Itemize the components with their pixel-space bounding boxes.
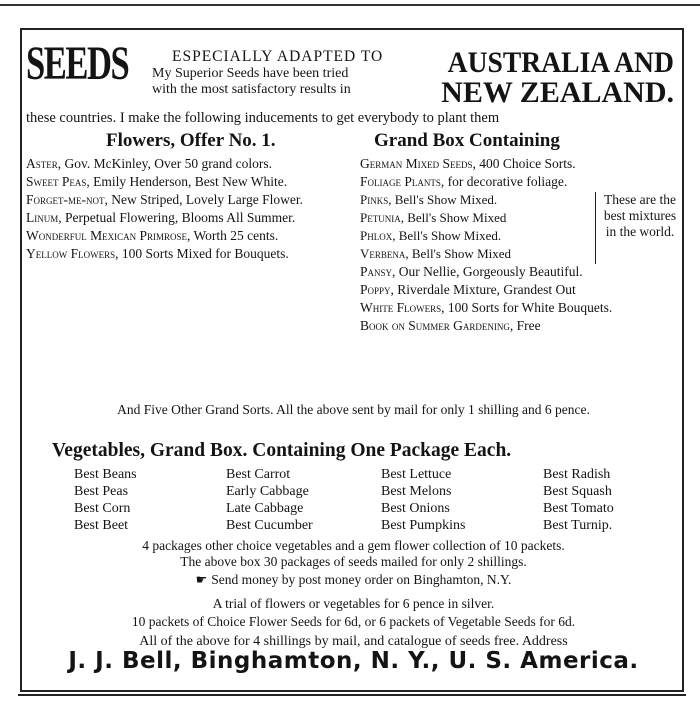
vegetable-item: Best Onions: [381, 501, 450, 516]
grand-box-item: [360, 174, 682, 190]
vegetable-list: [74, 466, 684, 534]
bell-mix-item-desc: Bell's Show Mixed.: [391, 192, 498, 207]
grand-box-item: [360, 318, 682, 334]
grand-box-item-desc: Our Nellie, Gorgeously Beautiful.: [395, 264, 583, 279]
grand-box-item-desc: for decorative foliage.: [444, 174, 568, 189]
trial-line: A trial of flowers or vegetables for 6 pence in silver.: [212, 596, 495, 611]
grand-box-item-desc: 100 Sorts for White Bouquets.: [444, 300, 613, 315]
bottom-rule: [18, 694, 686, 696]
vegetable-item: Best Cucumber: [226, 518, 313, 533]
grand-box-item-name: Pansy,: [360, 264, 396, 279]
bell-mix-item-name: Phlox,: [360, 228, 396, 243]
bell-mix-item-desc: Bell's Show Mixed: [403, 210, 507, 225]
inducement-line: these countries. I make the following inducements to get everybody to plant them: [26, 110, 500, 126]
grand-box-item: [360, 300, 682, 316]
flower-offer-list: [26, 156, 356, 264]
vegetable-item: Best Turnip.: [543, 518, 613, 533]
all-above-line: All of the above for 4 shillings by mail, and catalogue of seeds free. Address: [139, 634, 568, 649]
ad-header: [22, 30, 682, 109]
packets-line: 10 packets of Choice Flower Seeds for 6d, or 6 packets of Vegetable Seeds for 6d.: [131, 614, 576, 629]
flower-item: [26, 246, 356, 262]
money-order-line: [26, 572, 681, 588]
grand-box-item: [360, 282, 682, 298]
vegetable-item: Best Radish: [543, 467, 611, 482]
vegetable-item: Best Beet: [74, 518, 129, 533]
money-order-text: Send money by post money order on Binghamton, N.Y.: [211, 572, 512, 587]
bell-mix-item-desc: Bell's Show Mixed.: [395, 228, 502, 243]
new-zealand-heading: NEW ZEALAND.: [441, 76, 674, 109]
bell-mix-item: [360, 228, 595, 244]
vegetable-item: Best Corn: [74, 501, 131, 516]
grand-box-item-name: German Mixed Seeds,: [360, 156, 476, 171]
grand-box-item-name: Poppy,: [360, 282, 394, 297]
flower-item-desc: New Striped, Lovely Large Flower.: [107, 192, 303, 207]
bell-mix-item: [360, 246, 595, 262]
flower-item-name: Forget-me-not,: [26, 192, 108, 207]
flower-item-name: Linum,: [26, 210, 62, 225]
superior-seeds-line: My Superior Seeds have been tried: [152, 66, 349, 81]
vegetable-item: Best Pumpkins: [381, 518, 466, 533]
flower-item-desc: 100 Sorts Mixed for Bouquets.: [118, 246, 289, 261]
grand-box-item: [360, 264, 682, 280]
vegetables-heading: Vegetables, Grand Box. Containing One Package Each.: [52, 440, 512, 461]
especially-adapted: ESPECIALLY ADAPTED TO: [172, 48, 384, 65]
flower-item: [26, 192, 356, 208]
flowers-heading: Flowers, Offer No. 1.: [106, 130, 276, 151]
bell-mix-item-name: Pinks,: [360, 192, 392, 207]
vegetable-item: Late Cabbage: [226, 501, 304, 516]
bell-mix-item: [360, 192, 595, 208]
bell-mix-item: [360, 210, 595, 226]
bells-mixtures: [360, 192, 682, 264]
vegetable-item: Best Melons: [381, 484, 452, 499]
bell-mix-item-desc: Bell's Show Mixed: [408, 246, 512, 261]
seeds-title: SEEDS: [26, 37, 129, 90]
bell-mix-item-name: Petunia,: [360, 210, 404, 225]
bell-mix-item-name: Verbena,: [360, 246, 409, 261]
vegetable-item: Best Carrot: [226, 467, 291, 482]
flower-item-name: Yellow Flowers,: [26, 246, 119, 261]
grand-box-item-desc: Free: [513, 318, 541, 333]
vegetable-item: Early Cabbage: [226, 484, 309, 499]
vegetable-item: Best Peas: [74, 484, 129, 499]
flower-item: [26, 156, 356, 172]
grand-box-heading: Grand Box Containing: [374, 130, 560, 151]
grand-box-item: [360, 156, 682, 172]
flower-item-desc: Gov. McKinley, Over 50 grand colors.: [61, 156, 272, 171]
vegetable-item: Best Lettuce: [381, 467, 452, 482]
flower-item-name: Aster,: [26, 156, 62, 171]
grand-box-item-desc: 400 Choice Sorts.: [475, 156, 576, 171]
five-other-sorts: And Five Other Grand Sorts. All the above sent by mail for only 1 shilling and 6 pence.: [117, 402, 590, 417]
top-rule: [0, 4, 700, 6]
flower-item-desc: Worth 25 cents.: [190, 228, 279, 243]
flower-item-desc: Perpetual Flowering, Blooms All Summer.: [61, 210, 296, 225]
grand-box-item-name: Foliage Plants,: [360, 174, 445, 189]
grand-box-item-name: White Flowers,: [360, 300, 445, 315]
vegetable-item: Best Tomato: [543, 501, 614, 516]
address-signature: J. J. Bell, Binghamton, N. Y., U. S. America.: [68, 648, 639, 674]
packages-line: 4 packages other choice vegetables and a gem flower collection of 10 packets.: [142, 538, 565, 553]
vegetable-item: Best Beans: [74, 467, 137, 482]
grand-box-item-desc: Riverdale Mixture, Grandest Out: [393, 282, 576, 297]
seed-advertisement: [20, 28, 684, 692]
grand-box-item-name: Book on Summer Gardening,: [360, 318, 514, 333]
pointing-hand-icon: ☛: [195, 572, 208, 587]
flower-item-name: Sweet Peas,: [26, 174, 90, 189]
flower-item: [26, 174, 356, 190]
vegetable-item: Best Squash: [543, 484, 612, 499]
results-line: with the most satisfactory results in: [152, 82, 351, 97]
flower-item-name: Wonderful Mexican Primrose,: [26, 228, 191, 243]
best-mixtures-note: These are the best mixtures in the world.: [595, 192, 682, 264]
australia-heading: AUSTRALIA AND: [447, 46, 674, 79]
box30-line: The above box 30 packages of seeds mailed for only 2 shillings.: [180, 554, 527, 569]
grand-box-list: [360, 156, 682, 336]
flower-item: [26, 210, 356, 226]
flower-item: [26, 228, 356, 244]
flower-item-desc: Emily Henderson, Best New White.: [89, 174, 288, 189]
